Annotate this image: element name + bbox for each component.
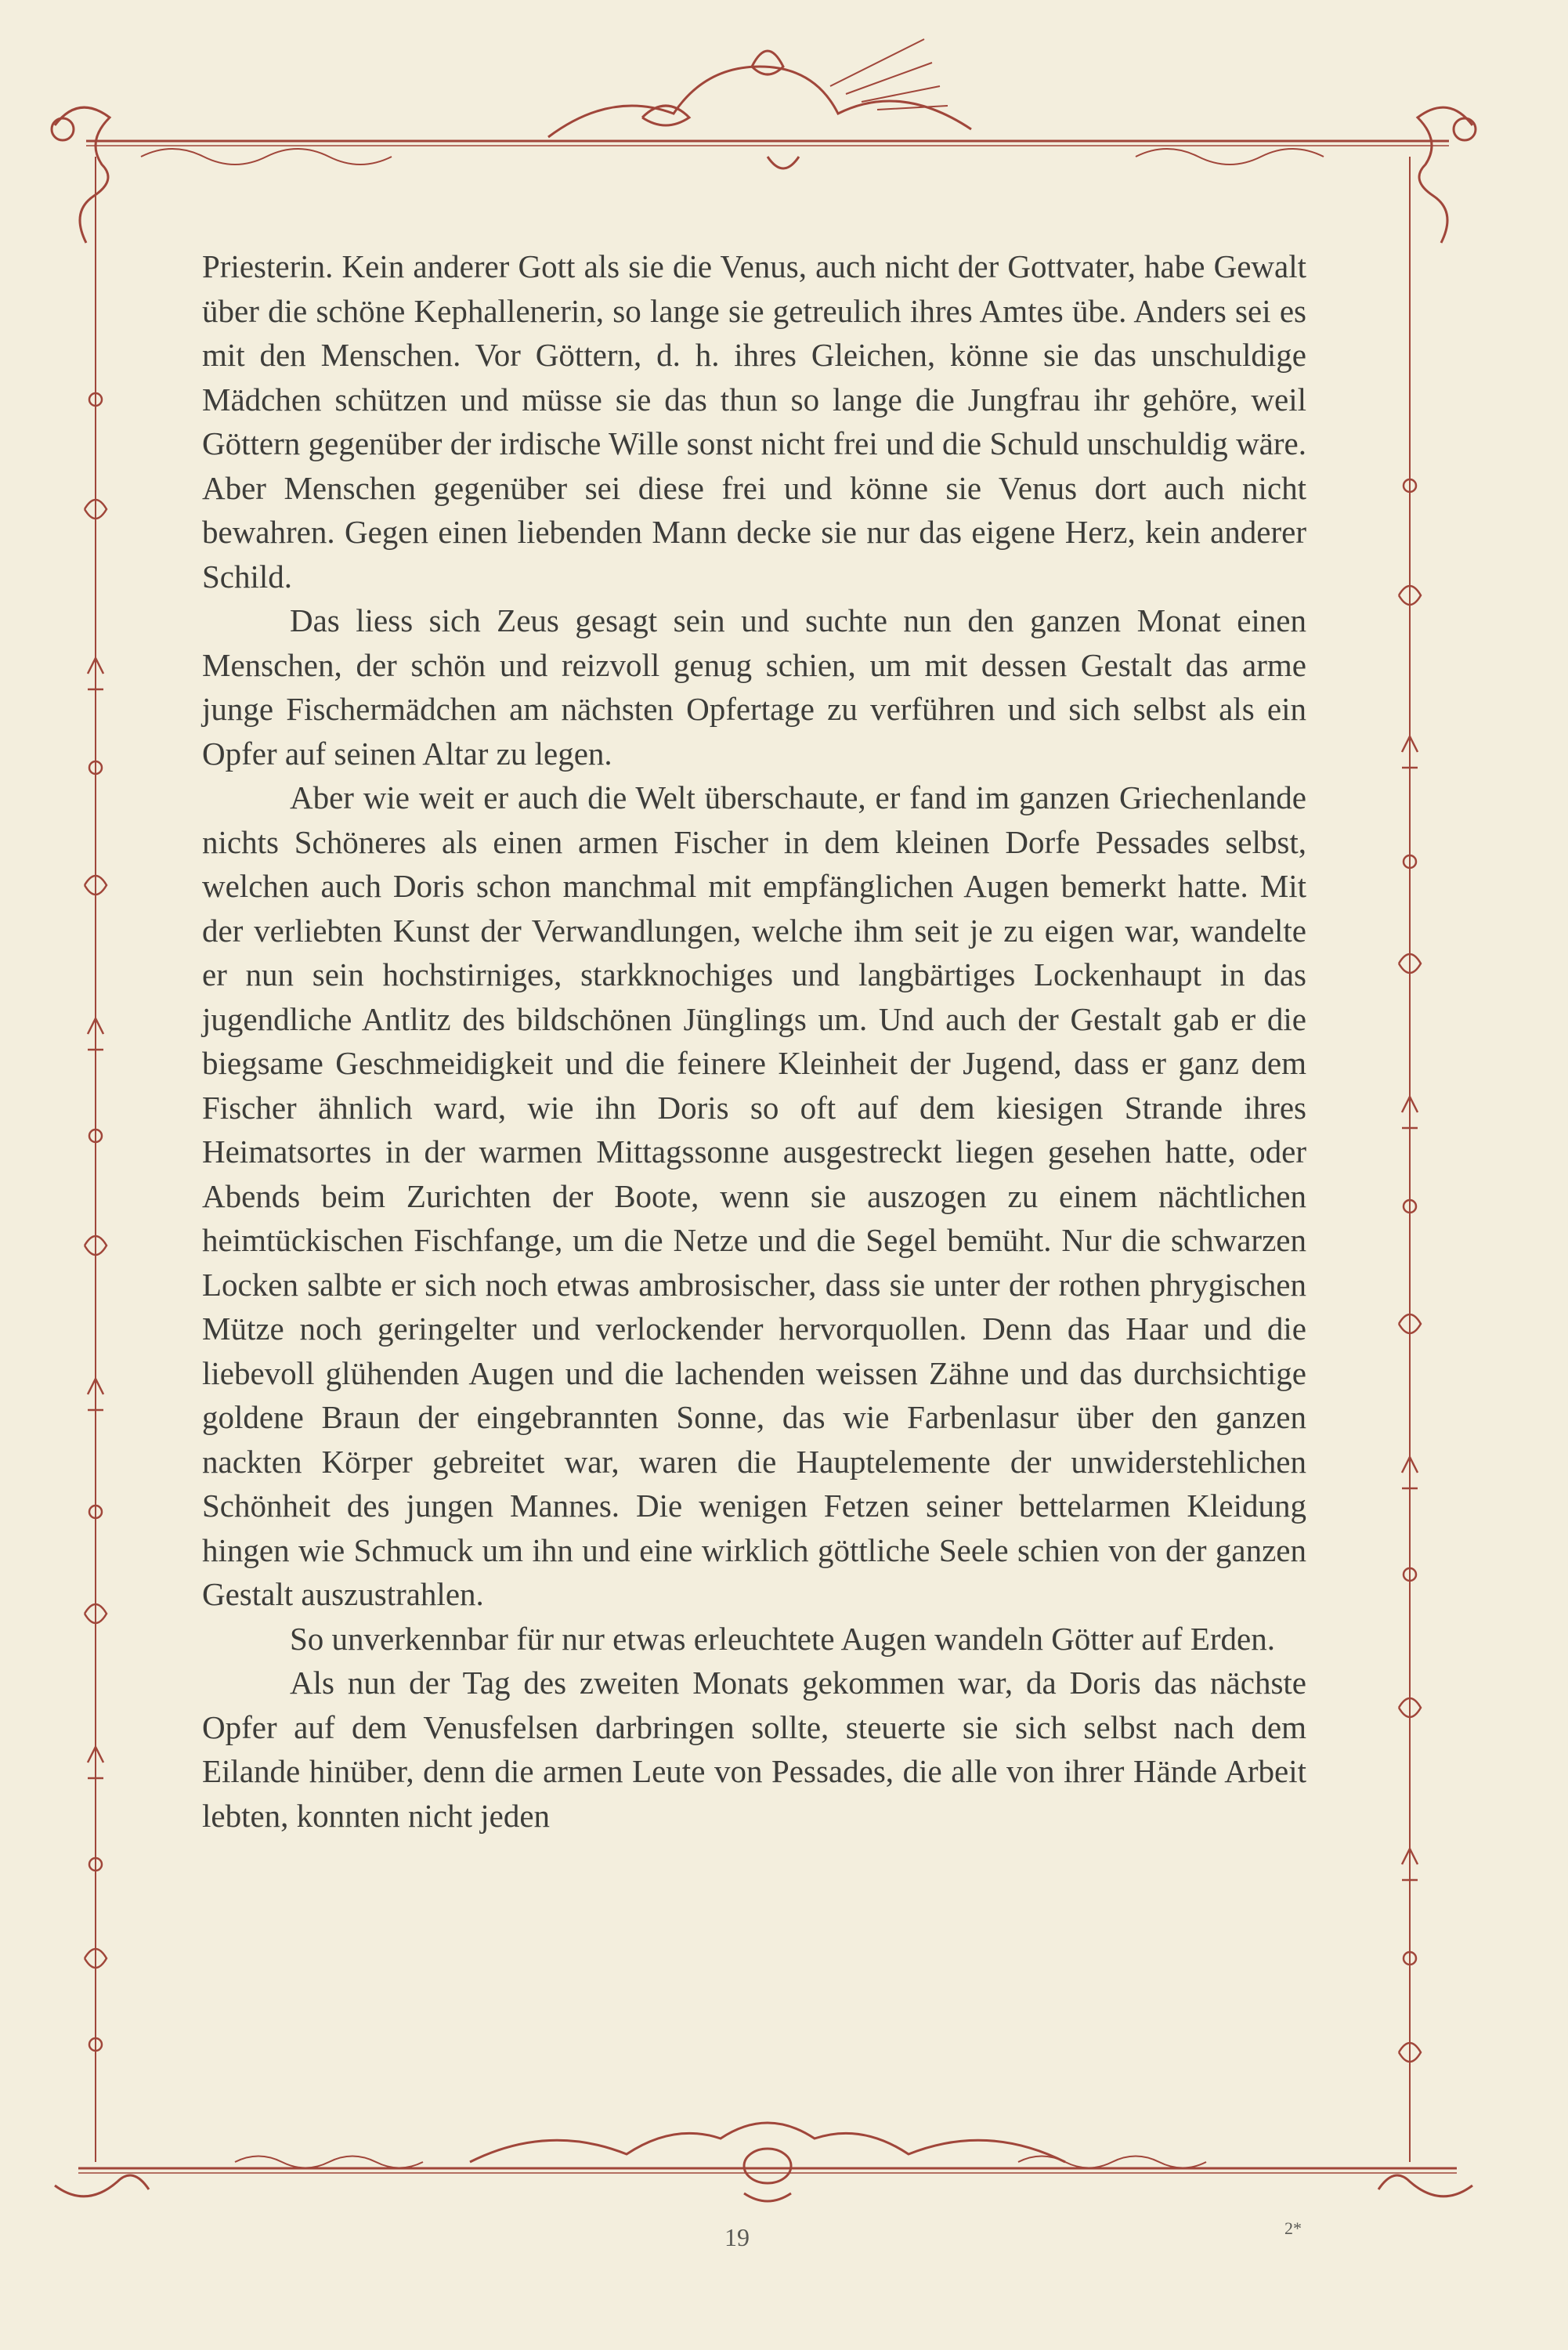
bottom-center-crest [470, 2123, 1065, 2201]
corner-flourish-top-left [55, 107, 110, 243]
paragraph-4: So unverkennbar für nur etwas erleuchtete Augen wandeln Götter auf Erden. [290, 1620, 1276, 1657]
paragraph-2: Das liess sich Zeus gesagt sein und suchte nun den ganzen Monat einen Menschen, der schön und reizvoll genug schien, um mit dessen Gestalt das arme junge Fischermädchen am nächsten Opfertage zu verführen und sich selbst als ein Opfer auf seinen Altar zu legen. [202, 602, 1306, 772]
paragraph-1: Priesterin. Kein anderer Gott als sie die Venus, auch nicht der Gottvater, habe Gewalt über die schöne Kephallenerin, so lange sie getreulich ihres Amtes übe. Anders sei es mit den Menschen. Vor Göttern, d. h. ihres Gleichen, könne sie das unschuldige Mädchen schützen und müsse sie das thun so lange die Jungfrau ihr gehöre, weil Göttern gegenüber der irdische Wille sonst nicht frei und die Schuld unschuldig wäre. Aber Menschen gegenüber sei diese frei und könne sie Venus dort auch nicht bewahren. Gegen einen liebenden Mann decke sie nur das eigene Herz, kein anderer Schild. [202, 248, 1306, 595]
signature-mark: 2* [1284, 2218, 1302, 2238]
paragraph-5: Als nun der Tag des zweiten Monats gekommen war, da Doris das nächste Opfer auf dem Venusfelsen darbringen sollte, steuerte sie sich selbst nach dem Eilande hinüber, denn die armen Leute von Pessades, die alle von ihrer Hände Arbeit lebten, konnten nicht jeden [202, 1665, 1306, 1834]
corner-flourish-bottom-left [55, 2175, 149, 2196]
corner-flourish-bottom-right [1378, 2175, 1472, 2196]
body-text [202, 244, 1306, 1838]
top-center-crest [548, 39, 971, 168]
paragraph-3: Aber wie weit er auch die Welt überschaute, er fand im ganzen Griechenlande nichts Schöneres als einen armen Fischer in dem kleinen Dorfe Pessades selbst, welchen auch Doris schon manchmal mit empfänglichen Augen bemerkt hatte. Mit der verliebten Kunst der Verwandlungen, welche ihm seit je zu eigen war, wandelte er nun sein hochstirniges, starkknochiges und langbärtiges Lockenhaupt in das jugendliche Antlitz des bildschönen Jünglings um. Und auch der Gestalt gab er die biegsame Geschmeidigkeit und die feinere Kleinheit der Jugend, dass er ganz dem Fischer ähnlich ward, wie ihn Doris so oft auf dem kiesigen Strande ihres Heimatsortes in der warmen Mittagssonne ausgestreckt liegen gesehen hatte, oder Abends beim Zurichten der Boote, wenn sie auszogen zu einem nächtlichen heimtückischen Fischfange, um die Netze und die Segel bemüht. Nur die schwarzen Locken salbte er sich noch etwas ambrosischer, dass sie unter der rothen phrygischen Mütze noch geringelter und verlockender hervorquollen. Denn das Haar und die liebevoll glühenden Augen und die lachenden weissen Zähne und das durchsichtige goldene Braun der eingebrannten Sonne, das wie Farbenlasur über den ganzen nackten Körper gebreitet war, waren die Hauptelemente der unwiderstehlichen Schönheit des jungen Mannes. Die wenigen Fetzen seiner bettelarmen Kleidung hingen wie Schmuck um ihn und eine wirklich göttliche Seele schien von der ganzen Gestalt auszustrahlen. [202, 779, 1306, 1612]
corner-flourish-top-right [1418, 107, 1472, 243]
page-number: 19 [724, 2223, 750, 2251]
